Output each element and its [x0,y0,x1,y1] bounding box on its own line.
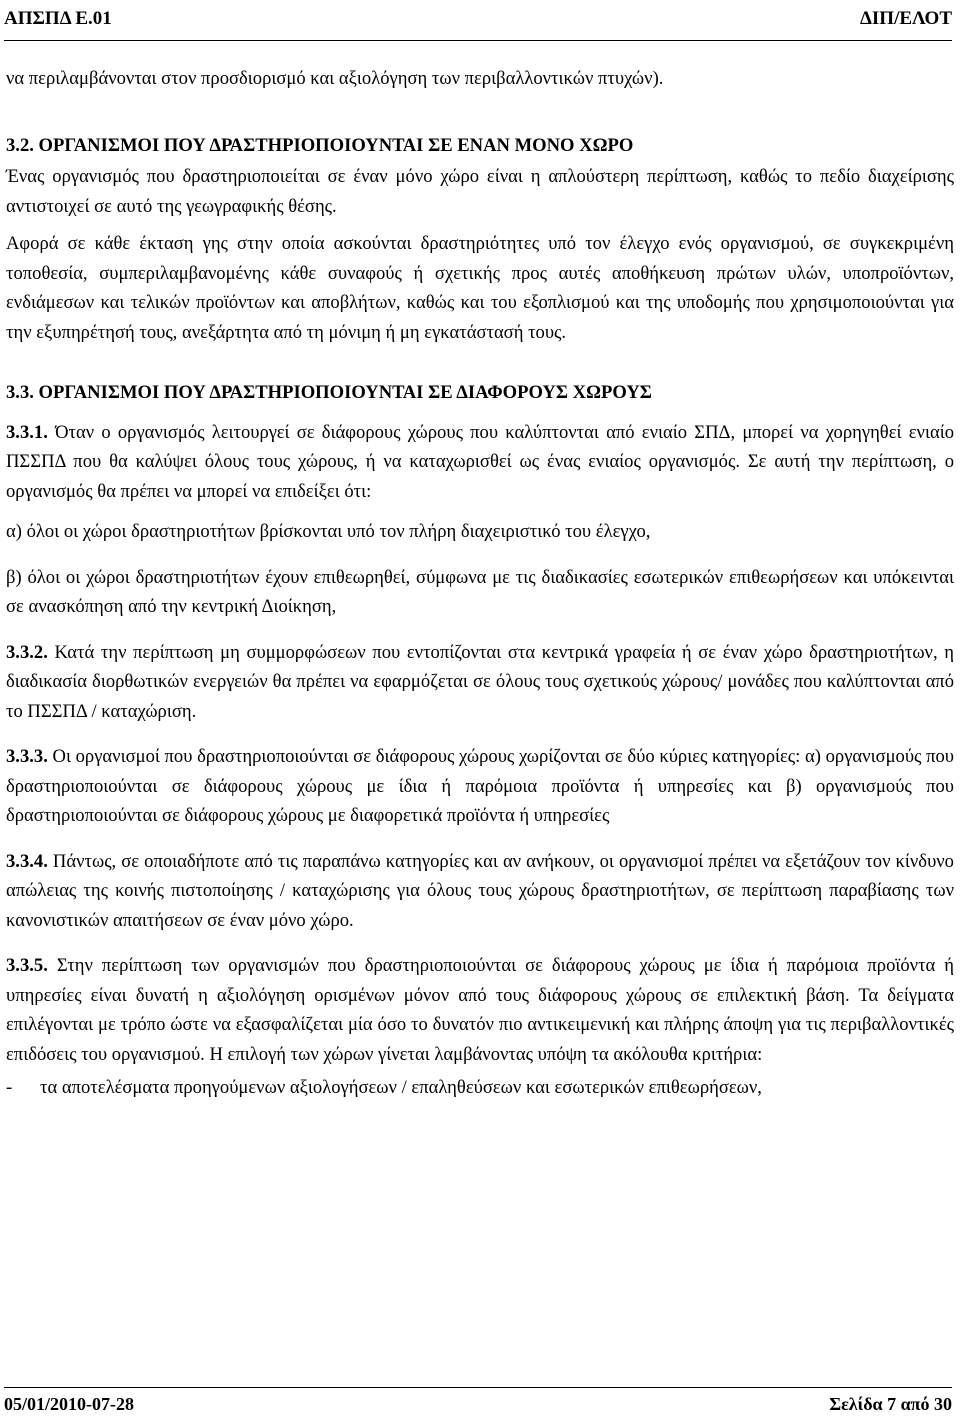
paragraph-3-3-4 [6,847,954,936]
intro-text: να περιλαμβάνονται στον προσδιορισμό και αξιολόγηση των περιβαλλοντικών πτυχών). [6,68,664,89]
paragraph-3-3-1 [6,418,954,507]
section-3-3-heading: 3.3. ΟΡΓΑΝΙΣΜΟΙ ΠΟΥ ΔΡΑΣΤΗΡΙΟΠΟΙΟΥΝΤΑΙ ΣΕ ΔΙΑΦΟΡΟΥΣ ΧΩΡΟΥΣ [6,382,652,403]
paragraph-text: Όταν ο οργανισμός λειτουργεί σε διάφορους χώρους που καλύπτονται από ενιαίο ΣΠΔ, μπορεί να χορηγηθεί ενιαίο ΠΣΣΠΔ που θα καλύψει όλους τους χώρους, ή να καταχωρισθεί ως ένας ενιαίος οργανισμός. Σε αυτή την περίπτωση, ο οργανισμός θα πρέπει να μπορεί να επιδείξει ότι: [6,421,954,502]
paragraph-number: 3.3.2. [6,641,48,663]
list-item-a: α) όλοι οι χώροι δραστηριοτήτων βρίσκονται υπό τον πλήρη διαχειριστικό του έλεγχο, [6,521,651,542]
paragraph-text: Στην περίπτωση των οργανισμών που δραστηριοποιούνται σε διάφορους χώρους με ίδια ή παρόμοια προϊόντα ή υπηρεσίες είναι δυνατή η αξιολόγηση ορισμένων μόνον από τους διάφορους χώρους σε επιλεκτική βάση. Τα δείγματα επιλέγονται με τρόπο ώστε να εξασφαλίζεται μία όσο το δυνατόν πιο αντικειμενική και πλήρης άποψη για τις περιβαλλοντικές επιδόσεις του οργανισμού. Η επιλογή των χώρων γίνεται λαμβάνοντας υπόψη τα ακόλουθα κριτήρια: [6,955,954,1065]
page-header [4,6,952,41]
paragraph-text: Κατά την περίπτωση μη συμμορφώσεων που εντοπίζονται στα κεντρικά γραφεία ή σε έναν χώρο δραστηριοτήτων, η διαδικασία διορθωτικών ενεργειών θα πρέπει να εφαρμόζεται σε όλους τους σχετικούς χώρους/ μονάδες που καλύπτονται από το ΠΣΣΠΔ / καταχώριση. [6,641,954,722]
criteria-list-item [6,1073,954,1103]
paragraph-number: 3.3.4. [6,850,48,872]
paragraph-text: Οι οργανισμοί που δραστηριοποιούνται σε διάφορους χώρους χωρίζονται σε δύο κύριες κατηγορίες: α) οργανισμούς που δραστηριοποιούνται σε διάφορους χώρους με ίδια ή παρόμοια προϊόντα ή υπηρεσίες και β) οργανισμούς που δραστηριοποιούνται σε διάφορους χώρους με διαφορετικά προϊόντα ή υπηρεσίες [6,746,954,826]
document-code: ΑΠΣΠΔ Ε.01 [4,8,112,29]
paragraph-number: 3.3.5. [6,955,48,976]
paragraph-3-3-2 [6,638,954,727]
document-date: 05/01/2010-07-28 [4,1394,134,1414]
list-item-b: β) όλοι οι χώροι δραστηριοτήτων έχουν επιθεωρηθεί, σύμφωνα με τις διαδικασίες εσωτερικών επιθεωρήσεων και υπόκεινται σε ανασκόπηση από την κεντρική Διοίκηση, [6,566,954,617]
paragraph-text: Πάντως, σε οποιαδήποτε από τις παραπάνω κατηγορίες και αν ανήκουν, οι οργανισμοί πρέπει να εξετάζουν τον κίνδυνο απώλειας της κοινής πιστοποίησης / καταχώρισης για όλους τους χώρους δραστηριοτήτων, σε περίπτωση παραβίασης των κανονιστικών απαιτήσεων σε έναν μόνο χώρο. [6,850,954,931]
section-3-2-paragraph-1: Ένας οργανισμός που δραστηριοποιείται σε έναν μόνο χώρο είναι η απλούστερη περίπτωση, καθώς το πεδίο διαχείρισης αντιστοιχεί σε αυτό της γεωγραφικής θέσης. [6,166,954,217]
page-number: Σελίδα 7 από 30 [829,1394,952,1414]
paragraph-3-3-3 [6,742,954,831]
paragraph-3-3-5 [6,951,954,1069]
list-bullet: - [6,1077,13,1098]
criteria-text: τα αποτελέσματα προηγούμενων αξιολογήσεων / επαληθεύσεων και εσωτερικών επιθεωρήσεων, [40,1077,762,1098]
section-3-2-heading: 3.2. ΟΡΓΑΝΙΣΜΟΙ ΠΟΥ ΔΡΑΣΤΗΡΙΟΠΟΙΟΥΝΤΑΙ ΣΕ ΕΝΑΝ ΜΟΝΟ ΧΩΡΟ [6,134,634,156]
document-body [6,64,954,1103]
paragraph-number: 3.3.1. [6,421,48,443]
page-footer [4,1387,952,1418]
paragraph-number: 3.3.3. [6,746,48,767]
organization-code: ΔΙΠ/ΕΛΟΤ [859,8,952,29]
section-3-2-paragraph-2: Αφορά σε κάθε έκταση γης στην οποία ασκούνται δραστηριότητες υπό τον έλεγχο ενός οργανισμού, σε συγκεκριμένη τοποθεσία, συμπεριλαμβανομένης κάθε συναφούς ή σχετικής προς αυτές αποθήκευση πρώτων υλών, υποπροϊόντων, ενδιάμεσων και τελικών προϊόντων και αποβλήτων, καθώς και του εξοπλισμού και της υποδομής που χρησιμοποιούνται για την εξυπηρέτησή τους, ανεξάρτητα από τη μόνιμη ή μη εγκατάστασή τους. [6,233,954,343]
